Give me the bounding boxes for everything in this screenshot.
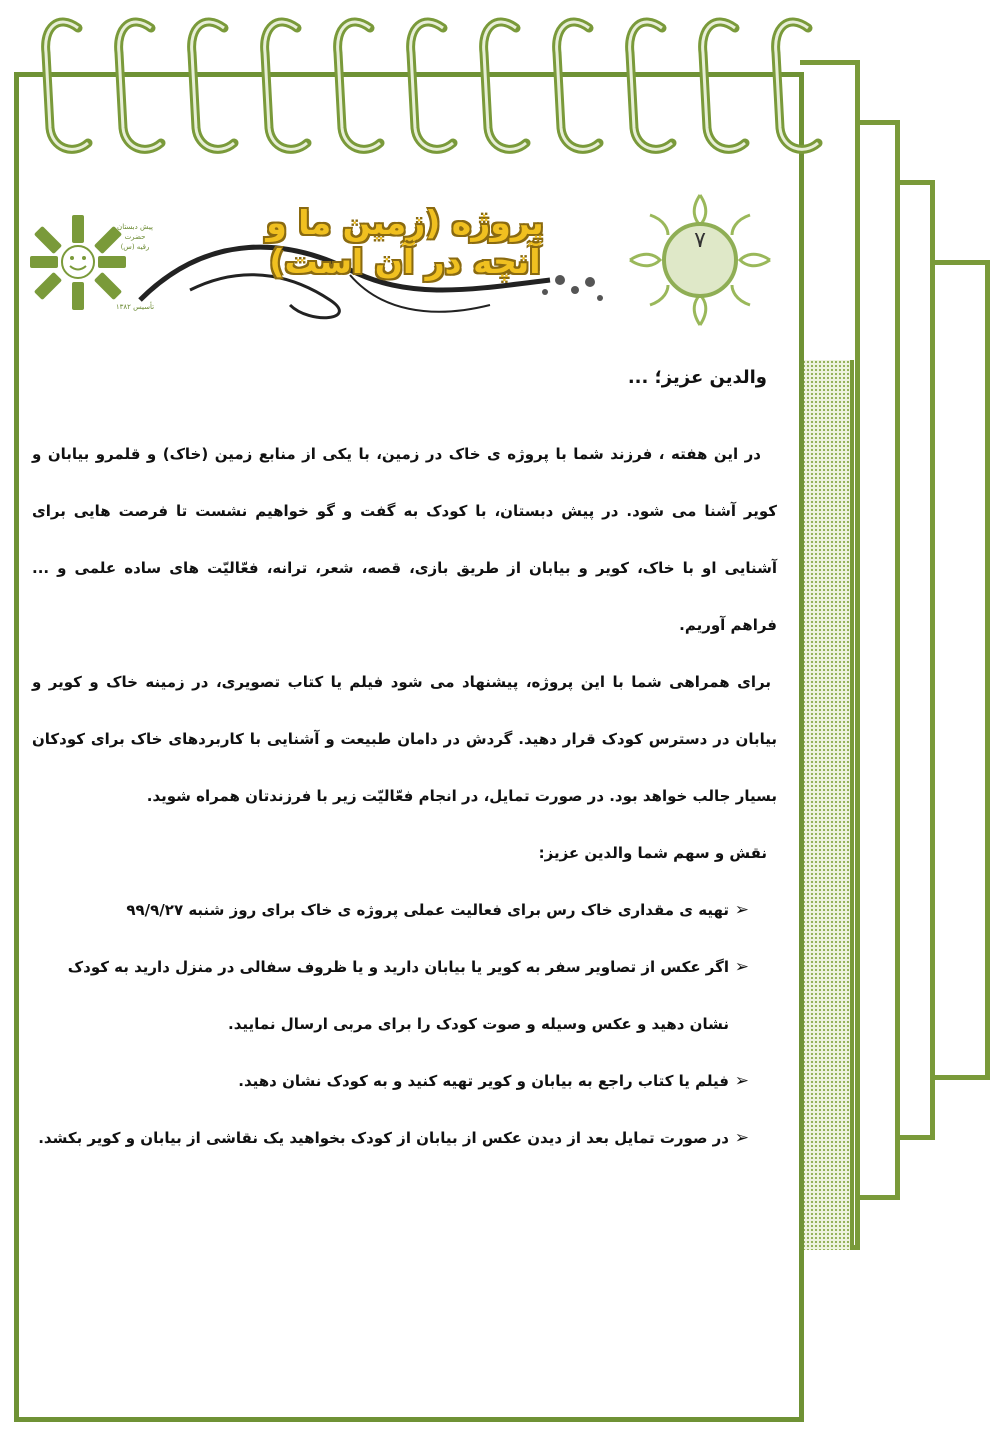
page-title: پروژه (زمین ما و آنچه در آن است) — [266, 203, 544, 281]
arrow-bullet-icon: ➢ — [734, 1128, 749, 1148]
intro-paragraph: در این هفته ، فرزند شما با پروژه ی خاک در زمین، با یکی از منابع زمین (خاک) و قلمرو بیابان و کویر آشنا می شود. در پیش دبستان، با کودک به گفت و گو خواهیم نشست تا فرصت هایی برای آشنایی او با خاک، کویر و بیابان از طریق بازی، قصه، شعر، ترانه، فعّالیّت های ساده علمی و ... فراهم آوریم. — [32, 445, 777, 634]
list-item — [32, 939, 777, 1053]
spiral-binding — [20, 0, 900, 175]
spiral-ring-icon — [330, 8, 388, 158]
spiral-ring-icon — [476, 8, 534, 158]
page-number-badge — [620, 185, 780, 335]
logo-line: پیش دبستان — [117, 223, 153, 231]
spiral-ring-icon — [549, 8, 607, 158]
page-number: ۷ — [694, 228, 706, 253]
activity-list — [32, 882, 777, 1167]
activity-text: تهیه ی مقداری خاک رس برای فعالیت عملی پروژه ی خاک برای روز شنبه ۹۹/۹/۲۷ — [126, 901, 729, 919]
role-heading: نقش و سهم شما والدین عزیز: — [538, 844, 767, 862]
list-item — [32, 882, 777, 939]
activity-text: فیلم یا کتاب راجع به بیابان و کویر تهیه کنید و به کودک نشان دهید. — [238, 1072, 729, 1090]
letter-body — [32, 355, 777, 1167]
greeting: والدین عزیز؛ ... — [627, 367, 767, 388]
activity-text: اگر عکس از تصاویر سفر به کویر یا بیابان دارید و یا ظروف سفالی در منزل دارید به کودک نشان دهید و عکس وسیله و صوت کودک را برای مربی ارسال نمایید. — [67, 958, 729, 1033]
spiral-ring-icon — [622, 8, 680, 158]
logo-line: حضرت — [124, 233, 146, 241]
arrow-bullet-icon: ➢ — [734, 900, 749, 920]
spiral-ring-icon — [257, 8, 315, 158]
arrow-bullet-icon: ➢ — [734, 1071, 749, 1091]
spiral-ring-icon — [184, 8, 242, 158]
arrow-bullet-icon: ➢ — [734, 957, 749, 977]
spiral-ring-icon — [695, 8, 753, 158]
spiral-ring-icon — [768, 8, 826, 158]
list-item — [32, 1110, 777, 1167]
logo-line: رقیه (س) — [120, 243, 150, 251]
logo-line: تأسیس ۱۳۸۲ — [115, 303, 155, 311]
spiral-ring-icon — [111, 8, 169, 158]
activity-text: در صورت تمایل بعد از دیدن عکس از بیابان از کودک بخواهید یک نقاشی از بیابان و کویر بکشد. — [38, 1129, 729, 1147]
spiral-ring-icon — [403, 8, 461, 158]
dotted-page-edge — [802, 360, 854, 1250]
spiral-ring-icon — [38, 8, 96, 158]
list-item — [32, 1053, 777, 1110]
suggestion-paragraph: برای همراهی شما با این پروژه، پیشنهاد می شود فیلم یا کتاب تصویری، در زمینه خاک و کویر و بیابان در دسترس کودک قرار دهید. گردش در دامان طبیعت و آشنایی با کاربردهای خاک برای کودکان بسیار جالب خواهد بود. در صورت تمایل، در انجام فعّالیّت زیر با فرزندتان همراه شوید. — [32, 673, 777, 805]
